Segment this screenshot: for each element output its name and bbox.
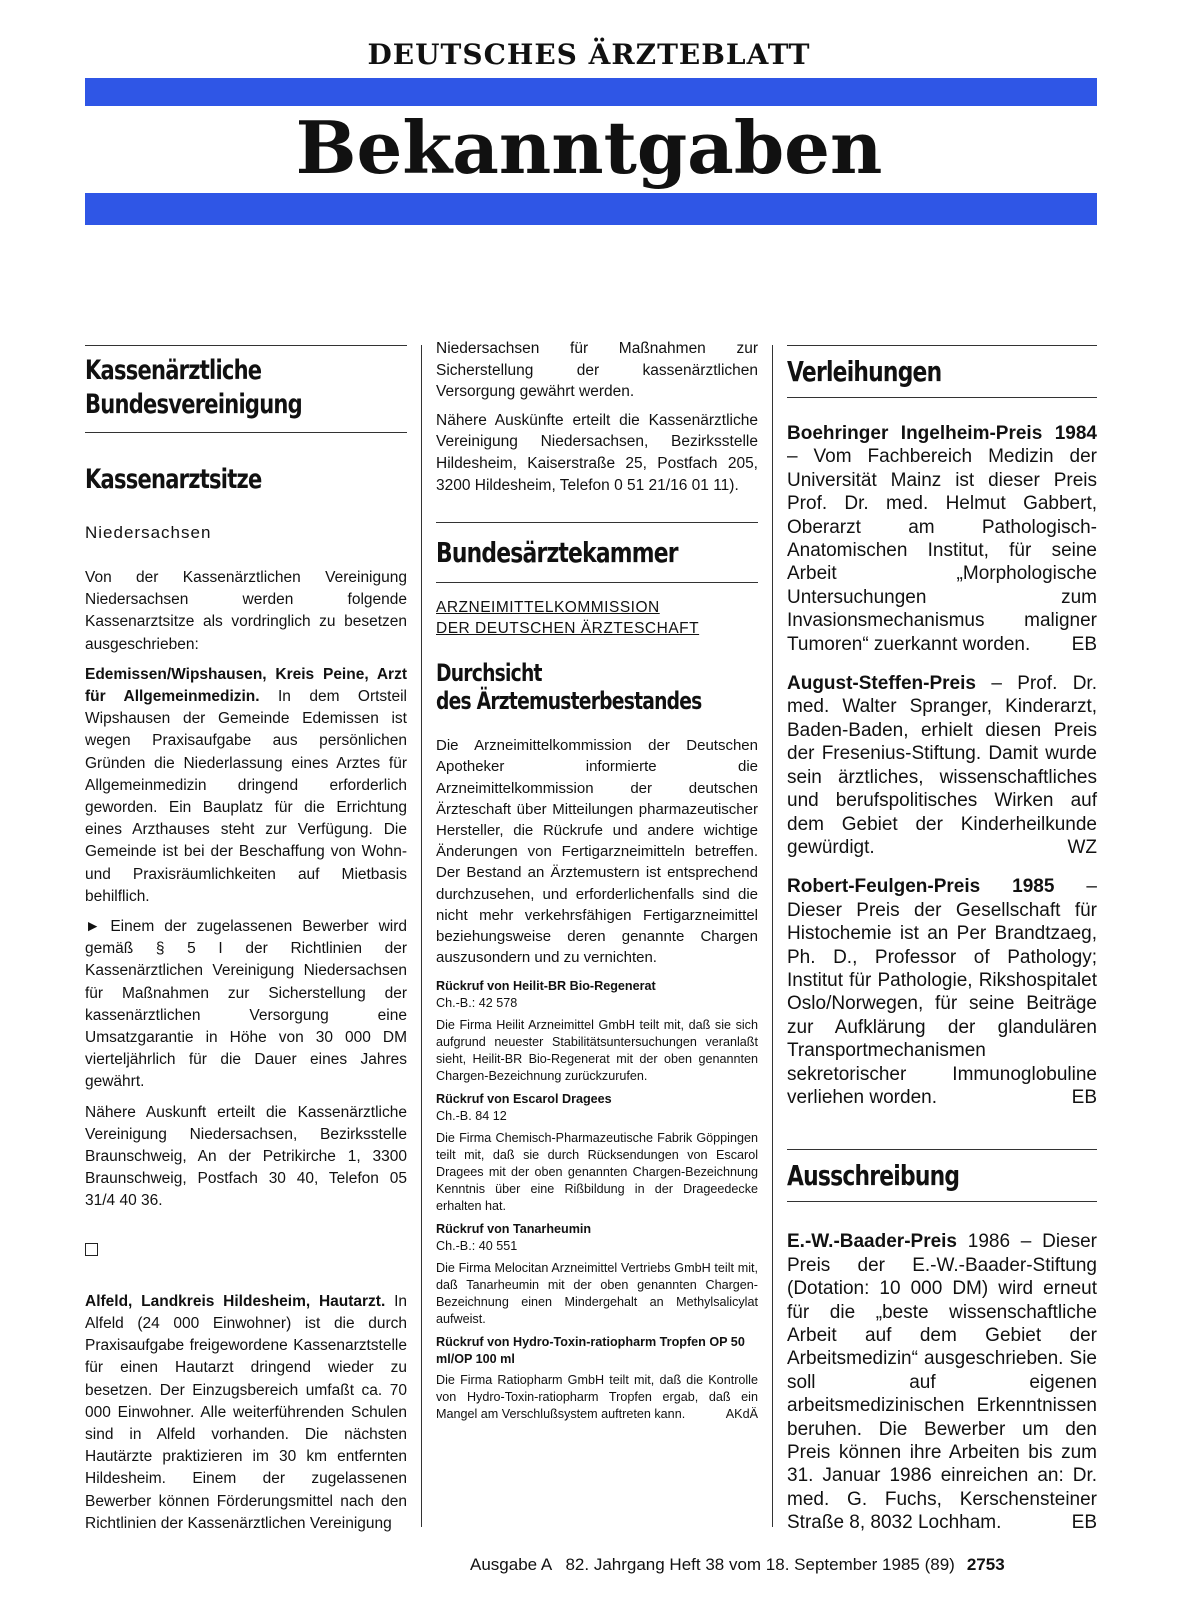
recall-title: Rückruf von Heilit-BR Bio-Regenerat <box>436 979 656 994</box>
award-text: – Vom Fachbereich Medizin der Universität Mainz ist dieser Preis Prof. Dr. med. Helmut Gabbert, Oberarzt am Pathologisch-Anatomischen Institut, für seine Arbeit „Morphologische Untersuchungen zum Invasionsmechanismus maligner Tumoren“ zuerkannt worden. <box>787 446 1097 655</box>
recall-text: Die Firma Heilit Arzneimittel GmbH teilt mit, daß sie sich aufgrund neuester Stabilitätsuntersuchungen veranlaßt sieht, Heilit-BR Bio-Regenerat mit der oben genannten Chargen-Bezeichnung zurückzurufen. <box>436 1018 758 1084</box>
org-heading-kbv <box>85 354 407 422</box>
section-heading-verleihungen: Verleihungen <box>787 355 942 388</box>
listing-text: In Alfeld (24 000 Einwohner) ist die durch Praxisaufgabe freigewordene Kassenarztstelle für einen Hautarzt dringend wieder zu besetzen. Der Einzugsbereich umfaßt ca. 70 000 Einwohner. Alle weiterführenden Schulen sind in Alfeld vorhanden. Die nächsten Hautärzte praktizieren im 30 km entfernten Hildesheim. Einem der zugelassenen Bewerber können Förderungsmittel nach den Richtlinien der Kassenärztlichen Vereinigung <box>85 1292 407 1532</box>
listing-title: Alfeld, Landkreis Hildesheim, Hautarzt. <box>85 1292 386 1310</box>
rule <box>85 432 407 433</box>
headline-line: des Ärztemusterbestandes <box>436 687 702 716</box>
recall-item <box>436 1221 758 1328</box>
recall-item <box>436 978 758 1085</box>
issue-line: Ausgabe A 82. Jahrgang Heft 38 vom 18. September 1985 (89) <box>470 1555 955 1574</box>
column-rule-2 <box>772 345 773 1527</box>
page-number: 2753 <box>966 1555 1005 1574</box>
page-footer <box>470 1555 1005 1575</box>
column-rule-1 <box>421 345 422 1527</box>
rule <box>787 397 1097 398</box>
listing-edemissen <box>85 664 407 908</box>
section-heading-ausschreibung: Ausschreibung <box>787 1159 960 1193</box>
award-item <box>787 422 1097 656</box>
recall-text: Die Firma Melocitan Arzneimittel Vertriebs GmbH teilt mit, daß Tanarheumin mit der oben genannten Chargen-Bezeichnung einen Mindergehalt an Methylsalicylat aufweist. <box>436 1261 758 1327</box>
org-heading-line: Kassenärztliche <box>85 355 262 386</box>
listing-title: Edemissen/Wipshausen, Kreis Peine, Arzt für Allgemeinmedizin. <box>85 665 407 706</box>
article-headline <box>436 659 758 715</box>
org-heading-line: Bundesvereinigung <box>85 389 302 420</box>
tender-text: 1986 – Dieser Preis der E.-W.-Baader-Stiftung (Dotation: 10 000 DM) wird erneut für die „beste wissenschaftliche Arbeit auf dem Gebiet der Arbeitsmedizin“ ausgeschrieben. Sie soll auf eigenen arbeitsmedizinischen Erkenntnissen beruhen. Die Bewerber um den Preis können ihre Arbeiten bis zum 31. Januar 1986 einreichen an: Dr. med. G. Fuchs, Kerschensteiner Straße 8, 8032 Lochham. <box>787 1231 1097 1534</box>
org-heading-baek: Bundesärztekammer <box>436 536 678 570</box>
recall-charge: Ch.-B.: 40 551 <box>436 1239 518 1254</box>
column-3 <box>787 345 1097 1535</box>
award-item <box>787 875 1097 1109</box>
signature: EB <box>1071 1086 1097 1108</box>
award-title: August-Steffen-Preis <box>787 673 976 695</box>
commission-line: ARZNEIMITTELKOMMISSION <box>436 599 660 617</box>
headline-line: Durchsicht <box>436 659 542 688</box>
recall-title: Rückruf von Hydro-Toxin-ratiopharm Tropfen OP 50 ml/OP 100 ml <box>436 1335 745 1367</box>
blue-band-bottom <box>85 193 1097 225</box>
signature: EB <box>1071 633 1097 655</box>
listing-alfeld <box>85 1291 407 1535</box>
region-label: Niedersachsen <box>85 523 212 542</box>
rule <box>436 582 758 583</box>
recall-title: Rückruf von Escarol Dragees <box>436 1092 612 1107</box>
award-title: Robert-Feulgen-Preis 1985 <box>787 876 1055 898</box>
continued-paragraph: Niedersachsen für Maßnahmen zur Sicherstellung der kassenärztlichen Versorgung gewährt werden. <box>436 340 758 401</box>
rule <box>787 345 1097 346</box>
rule <box>787 1149 1097 1150</box>
listing-text: In dem Ortsteil Wipshausen der Gemeinde Edemissen ist wegen Praxisaufgabe aus persönlichen Gründen die Niederlassung eines Arztes für Allgemeinmedizin dringend erforderlich geworden. Ein Bauplatz für die Errichtung eines Arzthauses steht zur Verfügung. Die Gemeinde ist bei der Beschaffung von Wohn- und Praxisräumlichkeiten auf Mietbasis behilflich. <box>85 688 407 905</box>
intro-paragraph: Von der Kassenärztlichen Vereinigung Niedersachsen werden folgende Kassenarztsitze als vordringlich zu besetzen ausgeschrieben: <box>85 569 407 653</box>
section-heading-kassenarztsitze: Kassenarztsitze <box>85 464 262 495</box>
commission-label <box>436 597 758 639</box>
recall-title: Rückruf von Tanarheumin <box>436 1222 592 1237</box>
recall-charge: Ch.-B. 84 12 <box>436 1109 507 1124</box>
tender-title: E.-W.-Baader-Preis <box>787 1231 957 1253</box>
masthead: DEUTSCHES ÄRZTEBLATT <box>367 38 811 71</box>
award-item <box>787 672 1097 859</box>
rule <box>787 1201 1097 1202</box>
commission-line: DER DEUTSCHEN ÄRZTESCHAFT <box>436 620 700 638</box>
tender-item <box>787 1230 1097 1534</box>
award-text: – Dieser Preis der Gesellschaft für Histochemie ist an Per Brandtzaeg, Ph. D., Professor of Pathology; Institut für Pathologie, Rikshospitalet Oslo/Norwegen, für seine Beiträge zur Aufklärung der glandulären Transportmechanismen sekretorischer Immunoglobuline verliehen worden. <box>787 876 1097 1108</box>
signature: AKdÄ <box>725 1407 758 1422</box>
contact-paragraph: Nähere Auskunft erteilt die Kassenärztliche Vereinigung Niedersachsen, Bezirksstelle Braunschweig, An der Petrikirche 1, 3300 Braunschweig, Postfach 30 40, Telefon 05 31/4 40 36. <box>85 1103 407 1210</box>
recall-charge: Ch.-B.: 42 578 <box>436 996 518 1011</box>
recall-text <box>436 1372 758 1423</box>
recall-text: Die Firma Chemisch-Pharmazeutische Fabrik Göppingen teilt mit, daß sie durch Rücksendungen von Escarol Dragees mit der oben genannten Chargen-Bezeichnung Kenntnis über eine Rißbildung in der Drageedecke erhalten hat. <box>436 1131 758 1214</box>
page-title: Bekanntgaben <box>295 105 883 190</box>
recall-text-body: Die Firma Ratiopharm GmbH teilt mit, daß die Kontrolle von Hydro-Toxin-ratiopharm Tropfen ergab, daß ein Mangel am Verschlußsystem auftreten kann. <box>436 1373 758 1422</box>
guarantee-paragraph: ► Einem der zugelassenen Bewerber wird gemäß § 5 I der Richtlinien der Kassenärztlichen Vereinigung Niedersachsen für Maßnahmen zur Sicherstellung der kassenärztlichen Versorgung eine Umsatzgarantie in Höhe von 30 000 DM vierteljährlich für die Dauer eines Jahres gewährt. <box>85 918 407 1091</box>
separator-box <box>85 1243 407 1261</box>
signature: WZ <box>1067 836 1097 858</box>
column-2 <box>436 338 758 1423</box>
rule <box>85 345 407 346</box>
award-title: Boehringer Ingelheim-Preis 1984 <box>787 423 1097 444</box>
blue-band-top <box>85 78 1097 106</box>
signature: EB <box>1071 1512 1097 1534</box>
award-text: – Prof. Dr. med. Walter Spranger, Kinderarzt, Baden-Baden, erhielt diesen Preis der Fresenius-Stiftung. Damit wurde sein ärztliches, wissenschaftliches und berufspolitisches Wirken auf dem Gebiet der Kinderheilkunde gewürdigt. <box>787 673 1097 858</box>
box-icon <box>85 1243 98 1256</box>
column-1 <box>85 345 407 1535</box>
article-intro: Die Arzneimittelkommission der Deutschen Apotheker informierte die Arzneimittelkommission der deutschen Ärzteschaft über Mitteilungen pharmazeutischer Hersteller, die Rückrufe und andere wichtige Änderungen von Fertigarzneimitteln betreffen. Der Bestand an Ärztemustern ist entsprechend durchzusehen, und erforderlichenfalls sind die nicht mehr verkehrsfähigen Fertigarzneimittel beziehungsweise deren genannte Chargen auszusondern und zu vernichten. <box>436 737 758 967</box>
recall-item <box>436 1334 758 1423</box>
rule <box>436 522 758 523</box>
recall-item <box>436 1091 758 1215</box>
continued-contact: Nähere Auskünfte erteilt die Kassenärztliche Vereinigung Niedersachsen, Bezirksstelle Hildesheim, Kaiserstraße 25, Postfach 205, 3200 Hildesheim, Telefon 0 51 21/16 01 11). <box>436 411 758 494</box>
